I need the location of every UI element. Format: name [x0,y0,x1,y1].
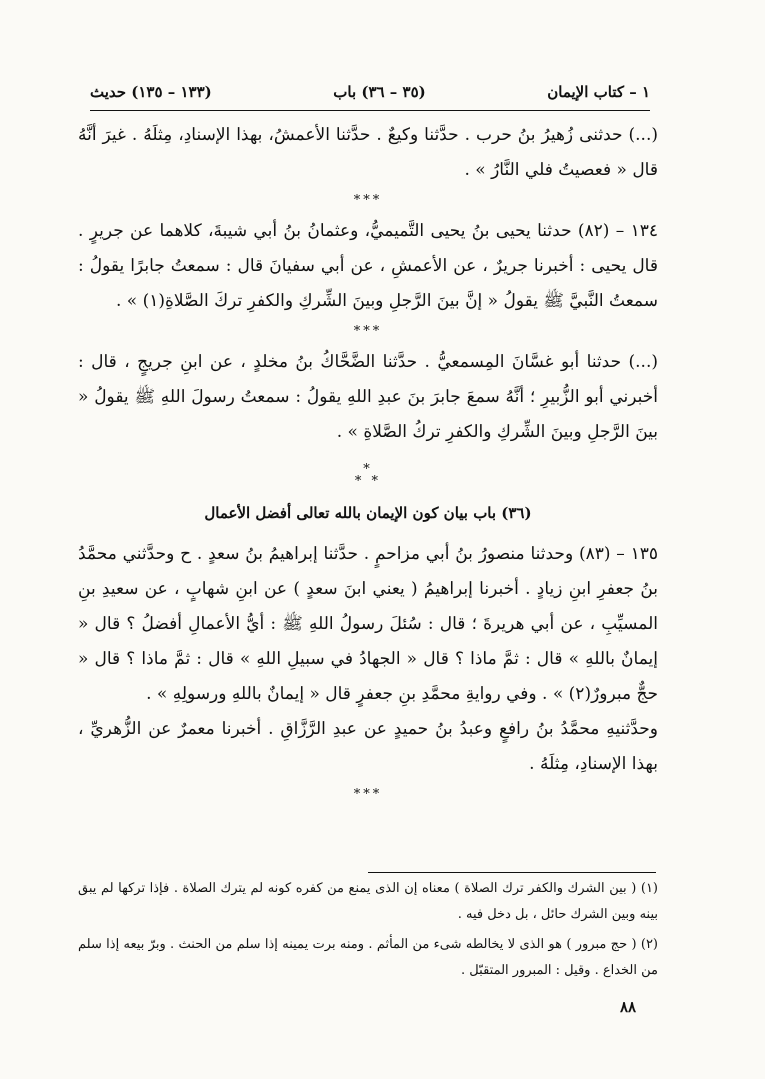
footnote: (٢) ( حج مبرور ) هو الذى لا يخالطه شىء من المأثم . ومنه برت يمينه إذا سلم من الحنث . وبرّ بيعه إذا سلم من الخداع . وقيل : المبرور المتقبّل . [78,937,658,978]
footnote: (١) ( بين الشرك والكفر ترك الصلاة ) معناه إن الذى يمنع من كفره كونه لم يترك الصلاة . فإذا تركها لم يبق بينه وبين الشرك حائل ، بل دخل فيه . [78,881,658,922]
hadith-paragraph: (...) حدثنا أبو غسَّانَ المِسمعيُّ . حدَّثنا الضَّحَّاكُ بنُ مخلدٍ ، عن ابنِ جريجٍ ، قال : أخبرني أبو الزُّبيرِ ؛ أنَّهُ سمعَ جابرَ بنَ عبدِ اللهِ يقولُ : سمعتُ رسولَ اللهِ ﷺ يقولُ « بينَ الرَّجلِ وبينَ الشِّركِ والكفرِ تركُ الصَّلاةِ » . [78,352,658,442]
running-header [90,78,650,106]
separator-stars: *** [353,787,383,802]
header-chapter-range: (٣٥ – ٣٦) باب [333,83,426,101]
separator-stars: * * * [354,462,382,489]
footnotes [78,876,658,988]
hadith-paragraph: (...) حدثنى زُهيرُ بنُ حرب . حدَّثنا وكيعٌ . حدَّثنا الأعمشُ، بهذا الإسنادِ، مِثلَهُ . غيرَ أنَّهُ قال « فعصيتُ فلي النَّارُ » . [78,125,658,180]
hadith-paragraph: ١٣٥ – (٨٣) وحدثنا منصورُ بنُ أبي مزاحمٍ . حدَّثنا إبراهيمُ بنُ سعدٍ . ح وحدَّثني محمَّدُ بنُ جعفرِ ابنِ زيادٍ . أخبرنا إبراهيمُ ( يعني ابنَ سعدٍ ) عن ابنِ شهابٍ ، عن سعيدِ بنِ المسيِّبِ ، عن أبي هريرةَ ؛ قال : سُئلَ رسولُ اللهِ ﷺ : أيُّ الأعمالِ أفضلُ ؟ قال « إيمانٌ باللهِ » قال : ثمَّ ماذا ؟ قال « الجهادُ في سبيلِ اللهِ » قال : ثمَّ ماذا ؟ قال « حجٌّ مبرورٌ(٢) » . وفي روايةِ محمَّدِ بنِ جعفرٍ قال « إيمانٌ باللهِ ورسولِهِ » . [78,544,659,704]
hadith-paragraph: ١٣٤ – (٨٢) حدثنا يحيى بنُ يحيى التَّميميُّ، وعثمانُ بنُ أبي شيبةَ، كلاهما عن جريرٍ . قال يحيى : أخبرنا جريرٌ ، عن الأعمشِ ، عن أبي سفيانَ قال : سمعتُ جابرًا يقولُ : سمعتُ النَّبيَّ ﷺ يقولُ « إنَّ بينَ الرَّجلِ وبينَ الشِّركِ والكفرِ تركَ الصَّلاةِ(١) » . [78,221,658,311]
separator-stars: *** [353,324,383,339]
header-hadith-range: (١٣٣ – ١٣٥) حديث [90,83,212,101]
header-book-title: ١ – كتاب الإيمان [547,83,650,101]
header-rule [90,110,650,111]
page-number: ٨٨ [620,998,637,1016]
main-text [78,118,658,808]
footnote-rule [368,872,656,873]
chapter-title: (٣٦) باب بيان كون الإيمان بالله تعالى أفضل الأعمال [204,504,532,522]
hadith-paragraph: وحدَّثنيهِ محمَّدُ بنُ رافعٍ وعبدُ بنُ حميدٍ عن عبدِ الرَّزَّاقِ . أخبرنا معمرٌ عن الزُّهريِّ ، بهذا الإسنادِ، مِثلَهُ . [78,719,658,774]
separator-stars: *** [353,193,383,208]
